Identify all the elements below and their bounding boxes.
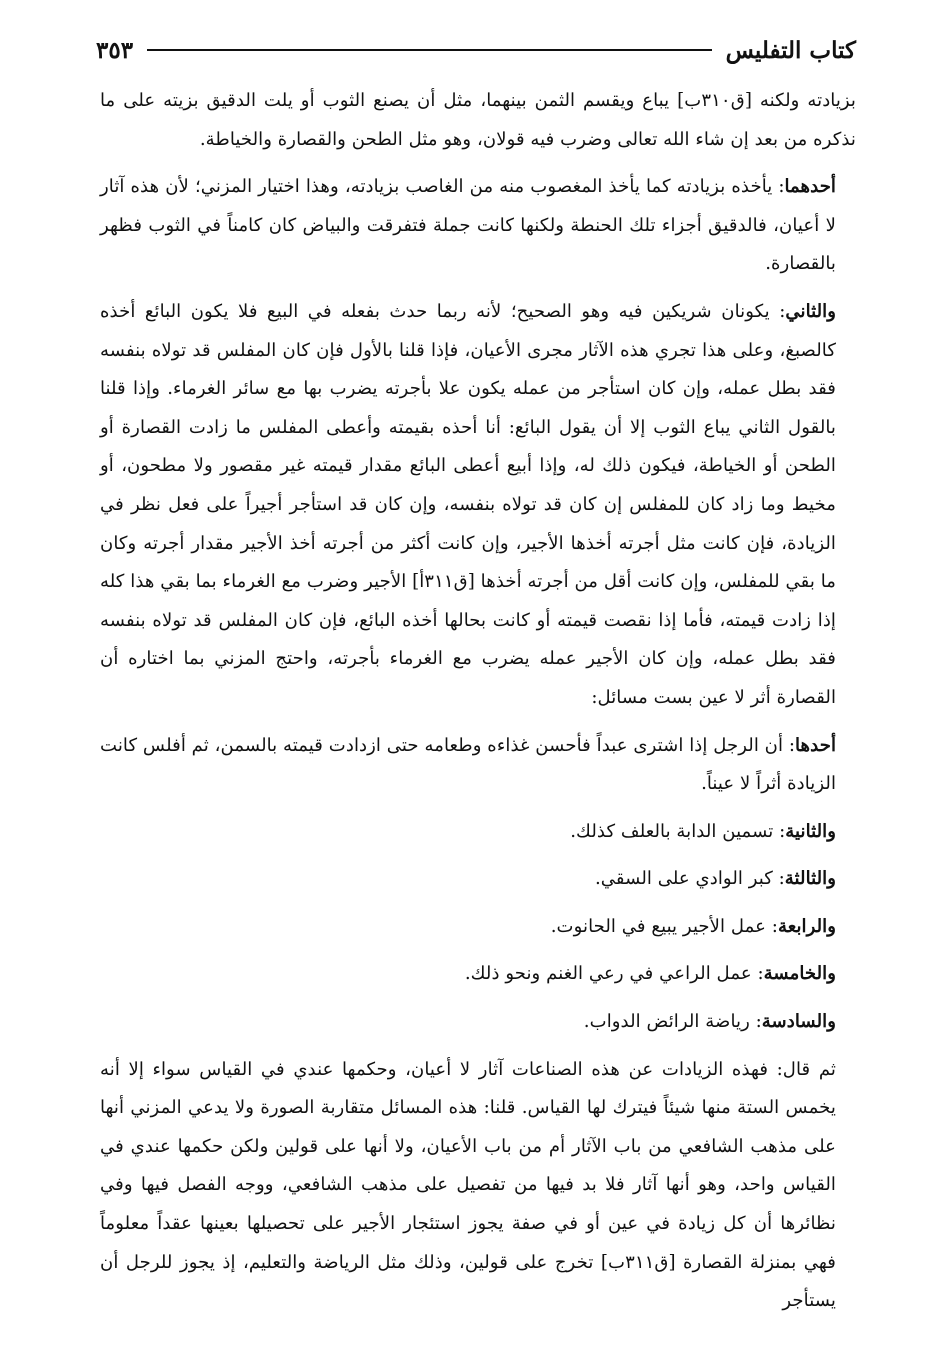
paragraph-lead: والسادسة xyxy=(761,1011,836,1033)
paragraph xyxy=(100,168,856,284)
paragraph-text: : يكونان شريكين فيه وهو الصحيح؛ لأنه ربما حدث بفعله في البيع فلا يكون البائع أخذه كالصبغ، وعلى هذا تجري هذه الآثار مجرى الأعيان، فإذا قلنا بالأول فإن كان المفلس قد تولاه بنفسه فقد بطل عمله، وإن كان استأجر من عمله يكون علا بأجرته يضرب بها مع سائر الغرماء. وإذا قلنا بالقول الثاني يباع الثوب إلا أن يقول البائع: أنا أحذه بقيمته وأعطى المفلس ما زادت القصارة أو الطحن أو الخياطة، فيكون ذلك له، وإذا أبيع أعطى البائع مقدار قيمته غير مقصور ولا مطحون، أو مخيط وما زاد كان للمفلس إن كان قد تولاه بنفسه، وإن كان قد استأجر أجيراً على فعل نظر في الزيادة، فإن كانت مثل أجرته أخذها الأجير، وإن كانت أكثر من أجرته أخذ الأجير مقدار أجرته وكان ما بقي للمفلس، وإن كانت أقل من أجرته أخذها [ق٣١١أ] الأجير وضرب مع الغرماء بما بقي هذا كله إذا زادت قيمته، فأما إذا نقصت قيمته أو كانت بحالها أخذه البائع، فإن كان المفلس قد تولاه بنفسه فقد بطل عمله، وإن كان الأجير عمله يضرب مع الغرماء بأجرته، واحتج المزني بما اختاره أن القصارة أثر لا عين بست مسائل: xyxy=(100,300,837,708)
paragraph xyxy=(100,1003,856,1042)
paragraph-lead: والثاني xyxy=(785,300,836,322)
running-header xyxy=(96,30,856,70)
paragraph-lead: والثانية xyxy=(785,820,836,842)
paragraph xyxy=(100,293,856,718)
paragraph-text: ثم قال: فهذه الزيادات عن هذه الصناعات آثار لا أعيان، وحكمها عندي في القياس سواء إلا أنه يخمس الستة منها شيئاً فيترك لها القياس. قلنا: هذه المسائل متقاربة الصورة ولا يدعي المزني أنها على مذهب الشافعي من باب الآثار أم من باب الأعيان، ولا أنها على قولين ولكن حكمها عندي في القياس واحد، وهو أنها آثار فلا بد فيها من تفصيل على مذهب الشافعي، ووجه الفصل فيها وفي نظائرها أن كل زيادة في عين أو في صفة يجوز استئجار الأجير على تحصيلها بعينها عقداً معلوماً فهي بمنزلة القصارة [ق٣١١ب] تخرج على قولين، وذلك مثل الرياضة والتعليم، إذ يجوز للرجل أن يستأجر xyxy=(100,1058,836,1312)
paragraph-lead: والخامسة xyxy=(763,963,836,985)
paragraph-lead: أحدهما xyxy=(784,176,836,198)
paragraph-lead: والرابعة xyxy=(777,915,836,937)
paragraph xyxy=(100,82,856,159)
paragraph xyxy=(100,813,856,852)
paragraph-lead: أحدها xyxy=(795,734,836,756)
paragraph xyxy=(100,727,856,804)
paragraph-text: : عمل الأجير يبيع في الحانوت. xyxy=(550,915,778,937)
paragraph xyxy=(100,1051,856,1321)
paragraph-text: : يأخذه بزيادته كما يأخذ المغصوب منه من الغاصب بزيادته، وهذا اختيار المزني؛ لأن هذه آثار لا أعيان، فالدقيق أجزاء تلك الحنطة ولكنها كانت جملة فتفرقت والبياض كان كامناً في الثوب فظهر بالقصارة. xyxy=(100,176,836,275)
paragraph xyxy=(100,860,856,899)
page-body xyxy=(100,82,856,1321)
page-number: ٣٥٣ xyxy=(96,36,134,64)
paragraph-text: : تسمين الدابة بالعلف كذلك. xyxy=(570,820,786,842)
paragraph-lead: والثالثة xyxy=(784,868,836,890)
paragraph-text: : عمل الراعي في رعي الغنم ونحو ذلك. xyxy=(464,963,764,985)
paragraph xyxy=(100,955,856,994)
paragraph-text: بزيادته ولكنه [ق٣١٠ب] يباع ويقسم الثمن بينهما، مثل أن يصنع الثوب أو يلت الدقيق بزيته على ما نذكره من بعد إن شاء الله تعالى وضرب فيه قولان، وهو مثل الطحن والقصارة والخياطة. xyxy=(100,90,856,150)
paragraph-text: : رياضة الرائض الدواب. xyxy=(583,1011,762,1033)
paragraph-text: : كبر الوادي على السقي. xyxy=(594,868,785,890)
paragraph xyxy=(100,908,856,947)
book-title: كتاب التفليس xyxy=(725,36,856,64)
paragraph-text: : أن الرجل إذا اشترى عبداً فأحسن غذاءه وطعامه حتى ازدادت قيمته بالسمن، ثم أفلس كانت الزيادة أثراً لا عيناً. xyxy=(100,734,836,795)
header-rule xyxy=(147,49,712,51)
